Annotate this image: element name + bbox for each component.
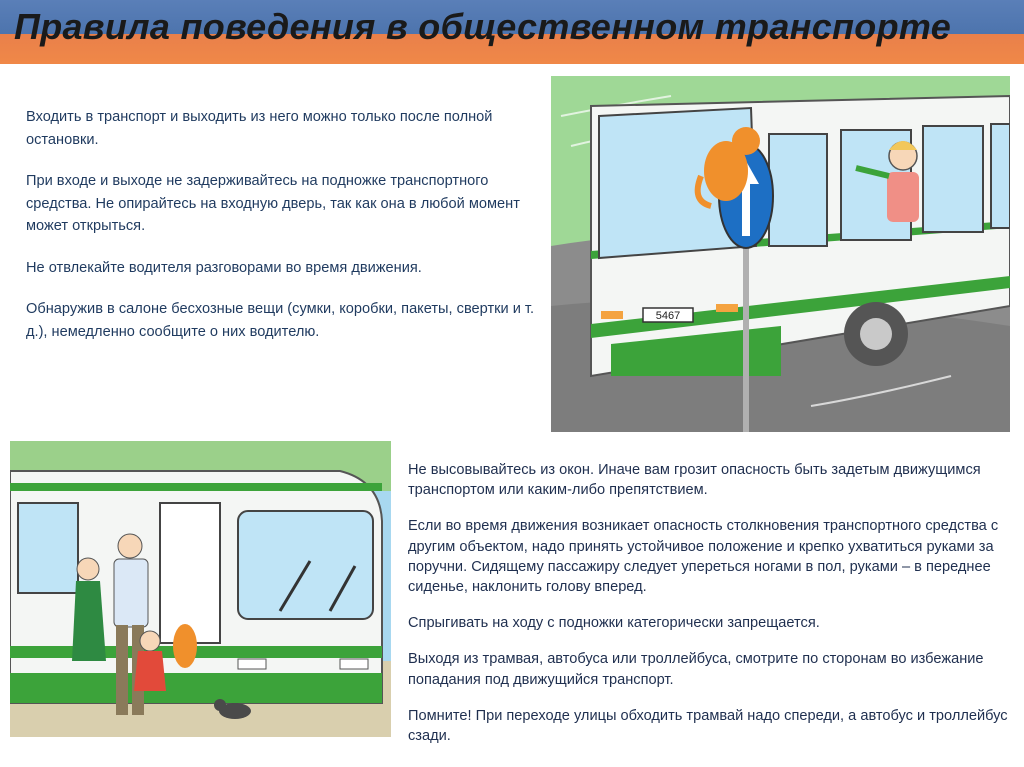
page-title: Правила поведения в общественном транспорте (14, 6, 952, 47)
rules-block-top (26, 106, 536, 343)
rule-paragraph: Помните! При переходе улицы обходить трамвай надо спереди, а автобус и троллейбус сзади. (408, 707, 1008, 745)
illustration-bus-exit (10, 441, 391, 737)
plate-number: 5467 (655, 310, 681, 322)
rule-paragraph: Спрыгивать на ходу с подножки категорически запрещается. (408, 615, 820, 632)
title-bar (0, 0, 1024, 64)
rule-paragraph: Входить в транспорт и выходить из него можно только после полной остановки. (26, 109, 493, 148)
illustration-bus-window (551, 76, 1010, 432)
bus-icon (551, 76, 1010, 432)
rule-paragraph: Обнаружив в салоне бесхозные вещи (сумки, коробки, пакеты, свертки и т. д.), немедленно сообщите о них водителю. (26, 301, 535, 340)
rule-paragraph: При входе и выходе не задерживайтесь на подножке транспортного средства. Не опирайтесь на входную дверь, так как она в любой момент может открыться. (26, 173, 520, 234)
rule-paragraph: Не отвлекайте водителя разговорами во время движения. (26, 259, 422, 276)
bus-icon (10, 441, 391, 737)
rule-paragraph: Если во время движения возникает опасность столкновения транспортного средства с другим объектом, надо принять устойчивое положение и крепко ухватиться руками за поручни. Сидящему пассажиру следует упереться ногами в пол, руками – в переднее сиденье, наклонить голову вперед. (408, 518, 999, 596)
rule-paragraph: Не высовывайтесь из окон. Иначе вам грозит опасность быть задетым движущимся транспортом или каким-либо препятствием. (408, 462, 981, 499)
cat-icon (173, 624, 197, 668)
rules-block-bottom (408, 460, 1016, 746)
rule-paragraph: Выходя из трамвая, автобуса или троллейбуса, смотрите по сторонам во избежание попадания под движущийся транспорт. (408, 651, 984, 688)
